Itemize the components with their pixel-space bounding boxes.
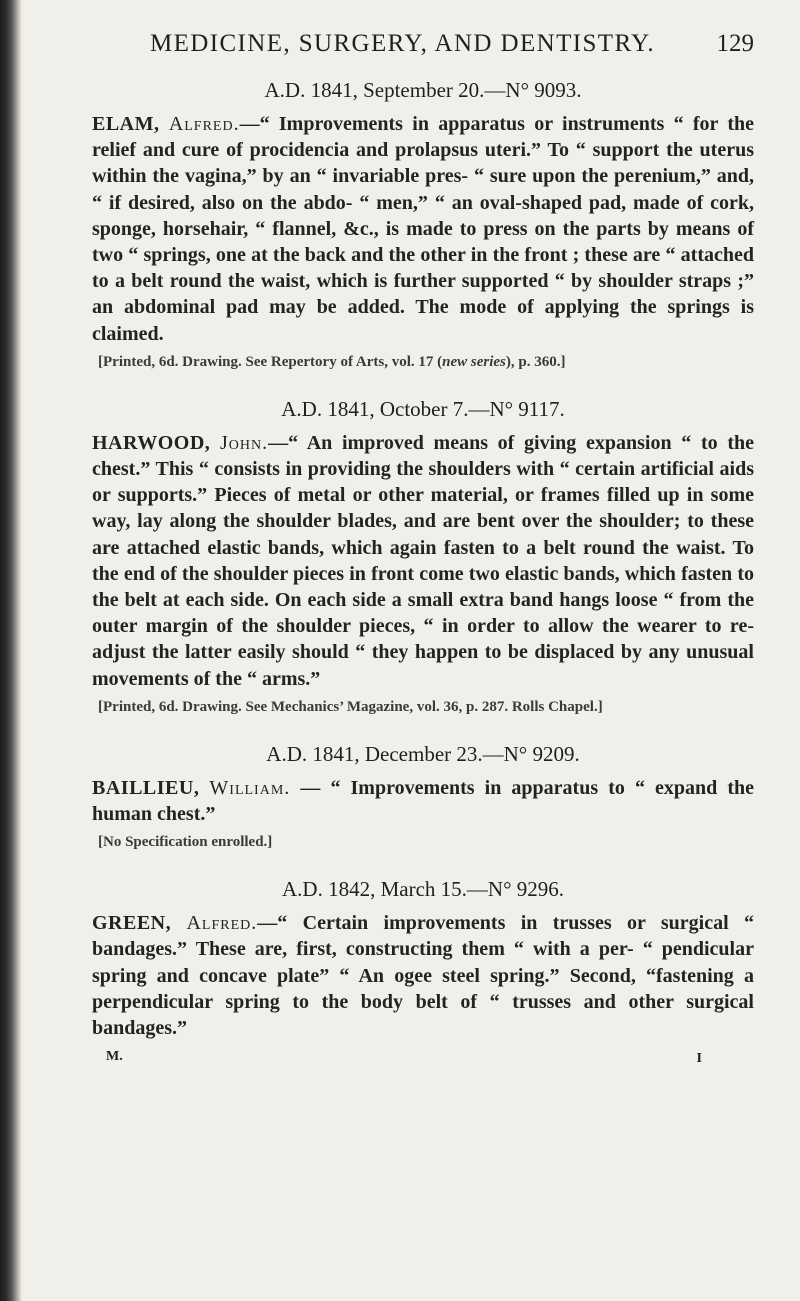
book-page — [92, 30, 754, 1075]
entry-body — [92, 430, 754, 692]
note-text-end: ), p. 360.] — [505, 353, 566, 370]
entry-date: A.D. 1841, October 7.—N° 9117. — [281, 396, 565, 421]
inventor-given-name: Alfred. — [168, 113, 240, 135]
entry-text: —“ Certain improvements in trusses or surgical “ bandages.” These are, first, constructing them “ with a per- “ pendicular spring and concave plate” “ An ogee steel spring.” Second, “fastening a perpendicular spring to the body belt of “ trusses and other surgical bandages.” — [92, 912, 754, 1040]
book-spine-shadow — [0, 0, 22, 1301]
inventor-given-name: Alfred. — [186, 912, 258, 935]
page-number: 129 — [716, 30, 754, 57]
inventor-surname: GREEN, — [92, 912, 172, 935]
inventor-given-name: John. — [220, 431, 269, 454]
entry-body — [92, 111, 754, 347]
signature-marks — [92, 1045, 754, 1075]
entry-text: — “ Improvements in apparatus to “ expand the human chest.” — [92, 776, 755, 826]
signature-mark-right: I — [696, 1051, 702, 1067]
note-text: [Printed, 6d. Drawing. See Repertory of Arts, vol. 17 ( — [98, 353, 443, 370]
patent-entry-baillieu — [92, 742, 754, 851]
entry-text: —“ An improved means of giving expansion “ to the chest.” This “ consists in providing the shoulders with “ certain artificial aids or supports.” Pieces of metal or other material, or frames filled up in some way, lay along the shoulder blades, and are bent over the shoulder; to these are attached elastic bands, which again fasten to a belt round the waist. To the end of the shoulder pieces in front come two elastic bands, which fasten to the belt at each side. On each side a small extra band hangs loose “ from the outer margin of the shoulder pieces, “ in order to allow the wearer to re-adjust the latter easily should “ they happen to be displaced by any unusual movements of the “ arms.” — [92, 431, 754, 690]
entry-note: [Printed, 6d. Drawing. See Mechanics’ Magazine, vol. 36, p. 287. Rolls Chapel.] — [98, 698, 603, 715]
entry-body — [92, 775, 754, 827]
signature-mark-left: M. — [106, 1049, 123, 1065]
entry-note — [92, 354, 754, 371]
patent-entry-elam — [92, 78, 754, 371]
inventor-given-name: William. — [209, 776, 291, 799]
entry-note: [No Specification enrolled.] — [98, 834, 273, 851]
entry-date: A.D. 1842, March 15.—N° 9296. — [282, 877, 564, 902]
inventor-surname: ELAM, — [92, 113, 160, 135]
inventor-surname: BAILLIEU, — [92, 776, 200, 799]
inventor-surname: HARWOOD, — [92, 431, 211, 454]
note-italic-text: new series — [442, 353, 506, 370]
entry-date: A.D. 1841, December 23.—N° 9209. — [266, 741, 580, 766]
entry-text: —“ Improvements in apparatus or instruments “ for the relief and cure of procidencia and prolapsus uteri.” To “ support the uterus within the vagina,” by an “ invariable pres- “ sure upon the perenium,” and, “ if desired, also on the abdo- “ men,” “ an oval-shaped pad, made of cork, sponge, horsehair, “ flannel, &c., is made to press on the parts by means of two “ springs, one at the back and the other in the front ; these are “ attached to a belt round the waist, which is further supported “ by shoulder straps ;” an abdominal pad may be added. The mode of applying the springs is claimed. — [92, 113, 755, 345]
running-head — [92, 30, 754, 64]
entry-body — [92, 910, 754, 1041]
patent-entry-harwood — [92, 397, 754, 716]
running-title: MEDICINE, SURGERY, AND DENTISTRY. — [150, 30, 656, 57]
patent-entry-green — [92, 877, 754, 1041]
entry-date: A.D. 1841, September 20.—N° 9093. — [264, 78, 582, 102]
